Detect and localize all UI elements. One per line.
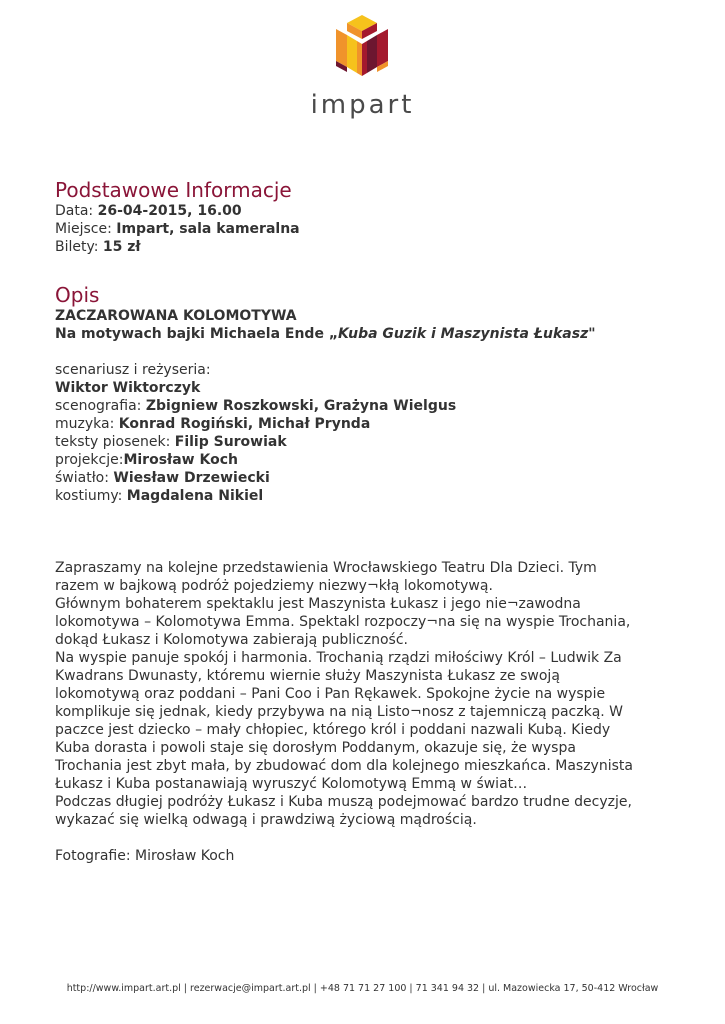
costumes-value: Magdalena Nikiel — [126, 488, 264, 504]
date-value: 26-04-2015, 16.00 — [97, 203, 242, 219]
lyrics-line — [55, 433, 675, 451]
opis-heading: Opis — [55, 283, 100, 307]
description-line: Trochania jest zbyt mała, by zbudować dom dla kolejnego mieszkańca. Maszynista — [55, 758, 633, 774]
description-line: lokomotywą oraz poddani – Pani Coo i Pan Rękawek. Spokojne życie na wyspie — [55, 686, 606, 702]
date-line — [55, 202, 675, 220]
impart-logo-icon — [333, 12, 391, 78]
direction-value: Wiktor Wiktorczyk — [55, 380, 201, 396]
description-line: razem w bajkową podróż pojedziemy niezwy¬kłą lokomotywą. — [55, 578, 493, 594]
set-value: Zbigniew Roszkowski, Grażyna Wielgus — [145, 398, 457, 414]
show-subtitle — [55, 325, 675, 343]
description-line: komplikuje się jednak, kiedy przybywa na nią Listo¬nosz z tajemniczą paczką. W — [55, 704, 624, 720]
projections-label: projekcje: — [55, 452, 124, 468]
lyrics-label: teksty piosenek: — [55, 434, 175, 450]
photos-credit: Fotografie: Mirosław Koch — [55, 848, 235, 864]
costumes-label: kostiumy: — [55, 488, 127, 504]
description-line: Na wyspie panuje spokój i harmonia. Trochanią rządzi miłościwy Król – Ludwik Za — [55, 650, 622, 666]
light-label: światło: — [55, 470, 114, 486]
direction-label: scenariusz i reżyseria: — [55, 362, 211, 378]
description-line: Głównym bohaterem spektaklu jest Maszynista Łukasz i jego nie¬zawodna — [55, 596, 581, 612]
light-value: Wiesław Drzewiecki — [113, 470, 270, 486]
description-line: Podczas długiej podróży Łukasz i Kuba muszą podejmować bardzo trudne decyzje, — [55, 794, 632, 810]
music-line — [55, 415, 675, 433]
logo — [300, 12, 425, 122]
description-line: Łukasz i Kuba postanawiają wyruszyć Kolomotywą Emmą w świat… — [55, 776, 528, 792]
show-title: ZACZAROWANA KOLOMOTYWA — [55, 308, 297, 324]
date-label: Data: — [55, 203, 98, 219]
description-line: paczce jest dziecko – mały chłopiec, którego król i poddani nazwali Kubą. Kiedy — [55, 722, 611, 738]
description — [55, 559, 675, 829]
place-value: Impart, sala kameralna — [116, 221, 300, 237]
description-line: wykazać się wielką odwagą i prawdziwą życiową mądrością. — [55, 812, 477, 828]
logo-wordmark: impart — [310, 90, 415, 120]
projections-line — [55, 451, 675, 469]
subtitle-suffix: " — [588, 326, 596, 342]
set-label: scenografia: — [55, 398, 146, 414]
light-line — [55, 469, 675, 487]
tickets-value: 15 zł — [102, 239, 141, 255]
description-line: Kwadrans Dwunasty, któremu wiernie służy Maszynista Łukasz ze swoją — [55, 668, 560, 684]
description-line: dokąd Łukasz i Kolomotywa zabierają publiczność. — [55, 632, 408, 648]
set-line — [55, 397, 675, 415]
projections-value: Mirosław Koch — [123, 452, 238, 468]
description-line: lokomotywa – Kolomotywa Emma. Spektakl rozpoczy¬na się na wyspie Trochania, — [55, 614, 631, 630]
description-line: Kuba dorasta i powoli staje się dorosłym Poddanym, okazuje się, że wyspa — [55, 740, 576, 756]
tickets-label: Bilety: — [55, 239, 103, 255]
music-label: muzyka: — [55, 416, 119, 432]
subtitle-prefix: Na motywach bajki Michaela Ende „ — [55, 326, 339, 342]
place-label: Miejsce: — [55, 221, 117, 237]
costumes-line — [55, 487, 675, 505]
place-line — [55, 220, 675, 238]
tickets-line — [55, 238, 675, 256]
music-value: Konrad Rogiński, Michał Prynda — [118, 416, 371, 432]
info-heading: Podstawowe Informacje — [55, 178, 292, 202]
description-line: Zapraszamy na kolejne przedstawienia Wrocławskiego Teatru Dla Dzieci. Tym — [55, 560, 597, 576]
content — [55, 178, 675, 865]
subtitle-italic: Kuba Guzik i Maszynista Łukasz — [338, 326, 589, 342]
footer-contact: http://www.impart.art.pl | rezerwacje@impart.art.pl | +48 71 71 27 100 | 71 341 94 32 | ul. Mazowiecka 17, 50-412 Wrocław — [66, 983, 659, 994]
lyrics-value: Filip Surowiak — [174, 434, 287, 450]
